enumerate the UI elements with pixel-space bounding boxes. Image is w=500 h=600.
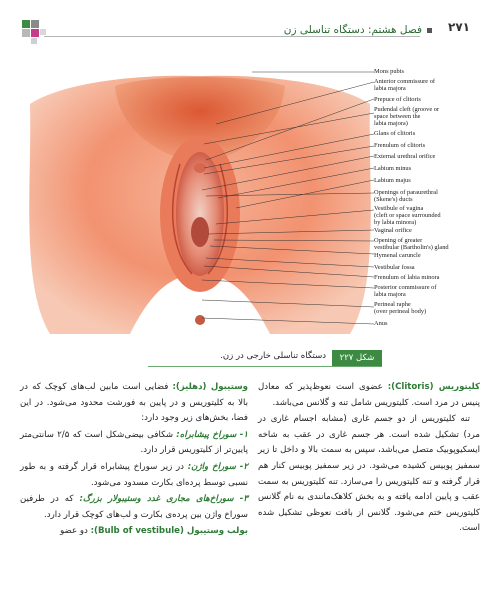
paragraph-clitoris — [258, 380, 480, 411]
text-urethral-opening: شکافی بیضی‌شکل است که ۲/۵ سانتی‌متر پایین‌تر از کلیتوریس قرار دارد. — [20, 429, 248, 456]
decor-square — [31, 38, 37, 44]
left-column — [20, 380, 248, 541]
term-vaginal-opening: ۲- سوراخ واژن: — [187, 461, 248, 472]
page-number: ۲۷۱ — [448, 20, 470, 34]
text-vestibule: فضایی است مابین لب‌های کوچک که در بالا به کلیتوریس و در پایین به فورشت محدود می‌شود. در این فضا، بخش‌های زیر وجود دارد: — [20, 382, 248, 424]
term-clitoris: کلیتوریس (Clitoris): — [387, 382, 480, 392]
label-vestibule: Vestibule of vagina (cleft or space surrounded by labia minora) — [374, 205, 441, 226]
term-urethral-opening: ۱- سوراخ پیشابراه: — [176, 429, 249, 440]
text-clitoris: عضوی است نعوظ‌پذیر که معادل پنیس در مرد است. کلیتوریس شامل تنه و گلانس می‌باشد. — [258, 382, 480, 408]
label-prepuce-clitoris: Prepuce of clitoris — [374, 96, 421, 103]
label-perineal-raphe: Perineal raphe (over perineal body) — [374, 301, 427, 315]
label-vestibular-fossa: Vestibular fossa — [374, 264, 415, 271]
figure-caption — [148, 350, 382, 367]
caption-text: دستگاه تناسلی خارجی در زن. — [220, 351, 326, 361]
term-bulb: بولب وستیبول (Bulb of vestibule): — [90, 526, 248, 537]
header-rule — [44, 36, 420, 37]
term-gland-ducts: ۳- سوراخ‌های مجاری غدد وستیبولار بزرگ: — [79, 494, 249, 505]
header-bullet — [427, 28, 432, 33]
label-mons-pubis: Mons pubis — [374, 68, 405, 75]
label-urethral-orifice: External urethral orifice — [374, 153, 436, 160]
paragraph-vestibule — [20, 380, 248, 427]
label-frenulum-clitoris: Frenulum of clitoris — [374, 142, 426, 149]
label-glans-clitoris: Glans of clitoris — [374, 130, 416, 137]
decor-square — [22, 29, 30, 37]
term-vestibule: وستیبول (دهلیز): — [172, 382, 248, 392]
text-gland-ducts: که در طرفین سوراخ واژن بین پرده‌ی بکارت و لب‌های کوچک قرار دارد. — [20, 494, 248, 520]
label-paraurethral-ducts: Openings of paraurethral (Skene's) ducts — [374, 189, 438, 203]
text-bulb: دو عضو — [60, 526, 91, 537]
label-labium-majus: Labium majus — [374, 177, 411, 184]
item-gland-ducts — [20, 492, 248, 523]
label-pudendal-cleft: Pudendal cleft (groove or space between the labia majora) — [374, 106, 440, 127]
chapter-title: فصل هشتم: دستگاه تناسلی زن — [283, 24, 422, 36]
decor-square — [31, 29, 39, 37]
anatomy-figure — [20, 64, 480, 344]
text-vaginal-opening: در زیر سوراخ پیشابراه قرار گرفته و به طور نسبی توسط پرده‌ای بکارت مسدود می‌شود. — [20, 461, 248, 488]
right-column — [258, 380, 480, 538]
decor-square — [22, 20, 30, 28]
label-frenulum-labia: Frenulum of labia minora — [374, 274, 440, 281]
label-anus: Anus — [374, 320, 388, 327]
paragraph-clitoris-body: تنه کلیتوریس از دو جسم غاری (مشابه اجسام غاری در مرد) تشکیل شده است. هر جسم غاری در عقب به شاخه ایسکیوپوبیک متصل می‌باشد، سپس به سمت بالا و داخل تا زیر سمفیز پوبیس کشیده می‌شود. در زیر سمفیز پوبیس کنار هم قرار گرفته و تنه کلیتوریس را می‌سازد. تنه کلیتوریس به سمت عقب و پایین ادامه یافته و به بخش کلاهک‌مانندی به نام گلانس کلیتوریس ختم می‌شود. گلانس از بافت نعوظی تشکیل شده است. — [258, 414, 480, 534]
label-posterior-commissure: Posterior commissure of labia majora — [374, 284, 437, 298]
item-urethral-opening — [20, 428, 248, 459]
label-bartholin-gland: Opening of greater vestibular (Bartholin's) gland — [374, 237, 449, 251]
label-labium-minus: Labium minus — [374, 165, 412, 172]
decor-square — [40, 29, 46, 35]
page-header — [0, 0, 500, 60]
decor-square — [31, 20, 39, 28]
label-anterior-commissure: Anterior commissure of labia majora — [374, 78, 436, 92]
label-vaginal-orifice: Vaginal orifice — [374, 227, 412, 234]
label-hymenal-caruncle: Hymenal caruncle — [374, 252, 421, 259]
item-vaginal-opening — [20, 460, 248, 491]
paragraph-bulb — [20, 524, 248, 540]
figure-number: شکل ۲۲۷ — [332, 350, 382, 366]
